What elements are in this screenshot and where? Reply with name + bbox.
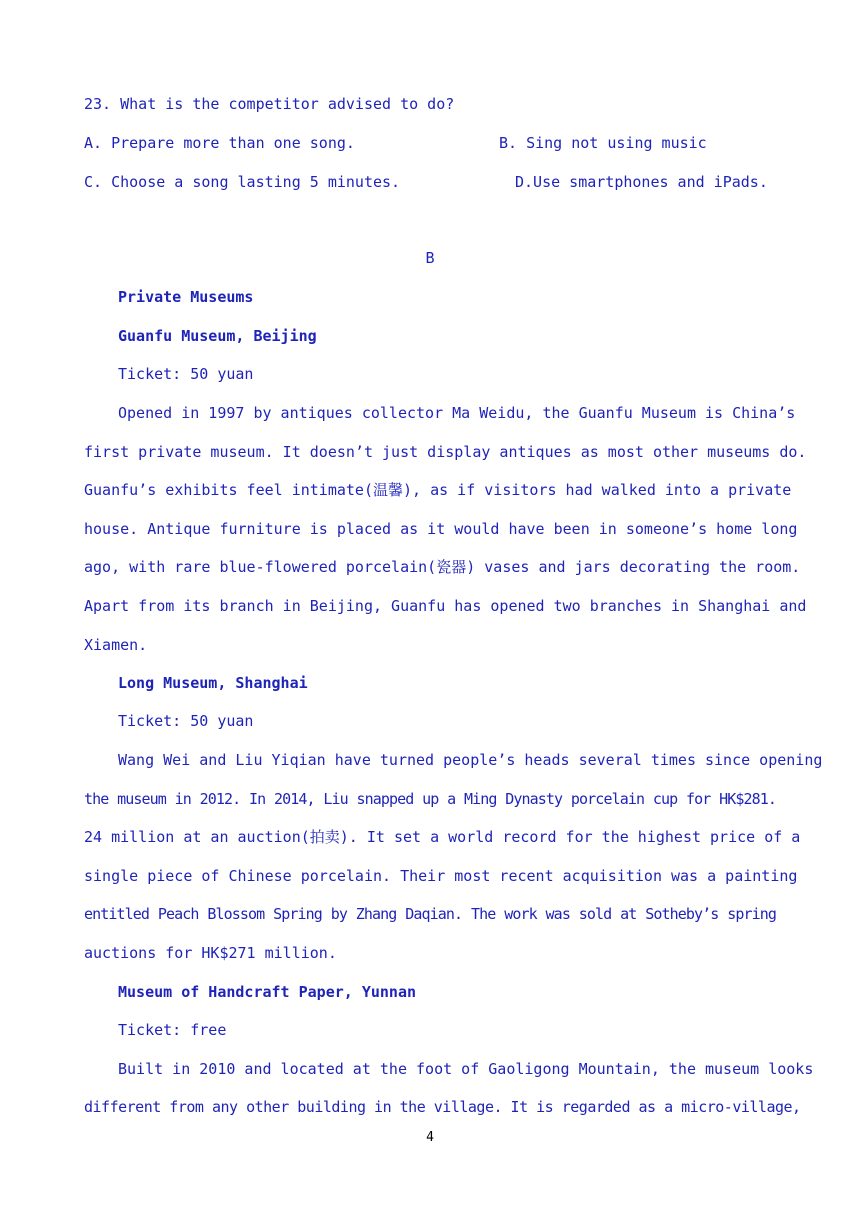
option-c: C. Choose a song lasting 5 minutes. xyxy=(84,173,401,191)
paragraph-line: single piece of Chinese porcelain. Their most recent acquisition was a painting xyxy=(84,867,798,885)
paragraph-line: 24 million at an auction(拍卖). It set a world record for the highest price of a xyxy=(84,828,801,846)
paragraph-line: Built in 2010 and located at the foot of Gaoligong Mountain, the museum looks xyxy=(118,1060,814,1078)
paragraph-line: entitled Peach Blossom Spring by Zhang Daqian. The work was sold at Sotheby’s spring xyxy=(84,905,776,923)
paragraph-line: Opened in 1997 by antiques collector Ma Weidu, the Guanfu Museum is China’s xyxy=(118,404,796,422)
ticket-price: Ticket: 50 yuan xyxy=(118,712,254,730)
ticket-price: Ticket: 50 yuan xyxy=(118,365,254,383)
paragraph-line: first private museum. It doesn’t just display antiques as most other museums do. xyxy=(84,443,807,461)
paragraph-line: Xiamen. xyxy=(84,636,148,654)
museum-name: Museum of Handcraft Paper, Yunnan xyxy=(118,983,417,1001)
paragraph-line: ago, with rare blue-flowered porcelain(瓷器) vases and jars decorating the room. xyxy=(84,558,801,576)
option-b: B. Sing not using music xyxy=(499,134,707,152)
question-stem: 23. What is the competitor advised to do? xyxy=(84,95,455,113)
museum-name: Guanfu Museum, Beijing xyxy=(118,327,317,345)
museum-name: Long Museum, Shanghai xyxy=(118,674,308,692)
paragraph-line: auctions for HK$271 million. xyxy=(84,944,337,962)
paragraph-line: Wang Wei and Liu Yiqian have turned people’s heads several times since opening xyxy=(118,751,823,769)
paragraph-line: Guanfu’s exhibits feel intimate(温馨), as if visitors had walked into a private xyxy=(84,481,792,499)
section-label: B xyxy=(425,249,435,267)
paragraph-line: different from any other building in the village. It is regarded as a micro-village, xyxy=(84,1098,801,1116)
page-number: 4 xyxy=(426,1130,434,1145)
option-a: A. Prepare more than one song. xyxy=(84,134,355,152)
ticket-price: Ticket: free xyxy=(118,1021,227,1039)
heading: Private Museums xyxy=(118,288,254,306)
paragraph-line: the museum in 2012. In 2014, Liu snapped up a Ming Dynasty porcelain cup for HK$281. xyxy=(84,790,776,808)
paragraph-line: house. Antique furniture is placed as it would have been in someone’s home long xyxy=(84,520,798,538)
paragraph-line: Apart from its branch in Beijing, Guanfu has opened two branches in Shanghai and xyxy=(84,597,807,615)
option-d: D.Use smartphones and iPads. xyxy=(515,173,768,191)
